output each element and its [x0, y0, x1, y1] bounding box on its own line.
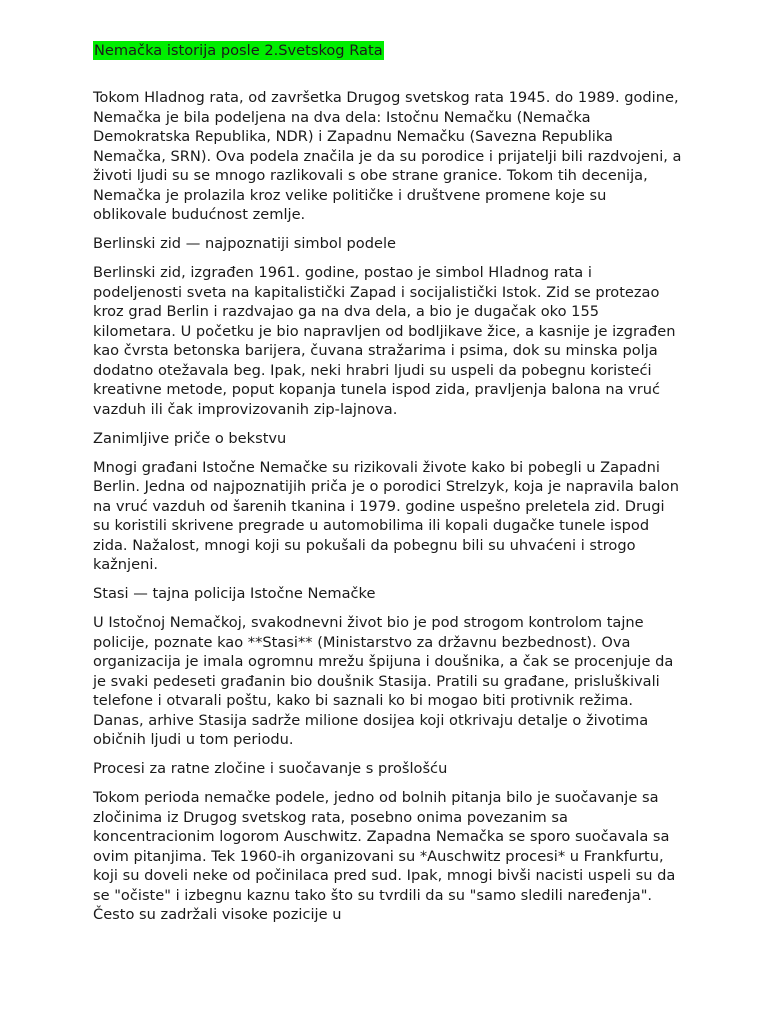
document-title: Nemačka istorija posle 2.Svetskog Rata: [94, 42, 383, 59]
title-wrap: [93, 41, 683, 61]
section-body-escape-stories: Mnogi građani Istočne Nemačke su rizikovali živote kako bi pobegli u Zapadni Berlin. Jedna od najpoznatijih priča je o porodici Strelzyk, koja je napravila balon na vruć vazduh od šarenih tkanina i 1979. godine uspešno preletela zid. Drugi su koristili skrivene pregrade u automobilima ili kopali dugačke tunele ispod zida. Nažalost, mnogi koji su pokušali da pobegnu bili su uhvaćeni i strogo kažnjeni.: [93, 458, 679, 573]
intro-paragraph: Tokom Hladnog rata, od završetka Drugog svetskog rata 1945. do 1989. godine, Nemačka je bila podeljena na dva dela: Istočnu Nemačku (Nemačka Demokratska Republika, NDR) i Zapadnu Nemačku (Savezna Republika Nemačka, SRN). Ova podela značila je da su porodice i prijatelji bili razdvojeni, a životi ljudi su se mnogo razlikovali s obe strane granice. Tokom tih decenija, Nemačka je prolazila kroz velike političke i društvene promene koje su oblikovale budućnost zemlje.: [93, 89, 682, 223]
section-heading-escape-stories: Zanimljive priče o bekstvu: [93, 429, 287, 447]
section-body-stasi: U Istočnoj Nemačkoj, svakodnevni život bio je pod strogom kontrolom tajne policije, poznate kao **Stasi** (Ministarstvo za državnu bezbednost). Ova organizacija je imala ogromnu mrežu špijuna i doušnika, a čak se procenjuje da je svaki pedeseti građanin bio doušnik Stasija. Pratili su građane, prisluškivali telefone i otvarali poštu, kako bi saznali ko bi mogao biti protivnik režima. Danas, arhive Stasija sadrže milione dosijea koji otkrivaju detalje o životima običnih ljudi u tom periodu.: [93, 614, 674, 748]
document-content: [93, 41, 683, 934]
section-heading-war-crimes: Procesi za ratne zločine i suočavanje s prošlošću: [93, 760, 448, 777]
section-body-berlin-wall: Berlinski zid, izgrađen 1961. godine, postao je simbol Hladnog rata i podeljenosti sveta na kapitalistički Zapad i socijalistički Istok. Zid se protezao kroz grad Berlin i razdvajao ga na dva dela, a bio je dugačak oko 155 kilometara. U početku je bio napravljen od bodljikave žice, a kasnije je izgrađen kao čvrsta betonska barijera, čuvana stražarima i psima, dok su minska polja dodatno otežavala beg. Ipak, neki hrabri ljudi su uspeli da pobegnu koristeći kreativne metode, poput kopanja tunela ispod zida, pravljenja balona na vruć vazduh ili čak improvizovanih zip-lajnova.: [93, 264, 676, 418]
section-heading-berlin-wall: Berlinski zid — najpoznatiji simbol podele: [93, 235, 396, 252]
section-body-war-crimes: Tokom perioda nemačke podele, jedno od bolnih pitanja bilo je suočavanje sa zločinima iz Drugog svetskog rata, posebno onima povezanim sa koncentracionim logorom Auschwitz. Zapadna Nemačka se sporo suočavala sa ovim pitanjima. Tek 1960-ih organizovani su *Auschwitz procesi* u Frankfurtu, koji su doveli neke od počinilaca pred sud. Ipak, mnogi bivši nacisti uspeli su da se "očiste" i izbegnu kaznu tako što su tvrdili da su "samo sledili naređenja". Često su zadržali visoke pozicije u: [93, 789, 676, 923]
section-heading-stasi: Stasi — tajna policija Istočne Nemačke: [93, 585, 376, 602]
